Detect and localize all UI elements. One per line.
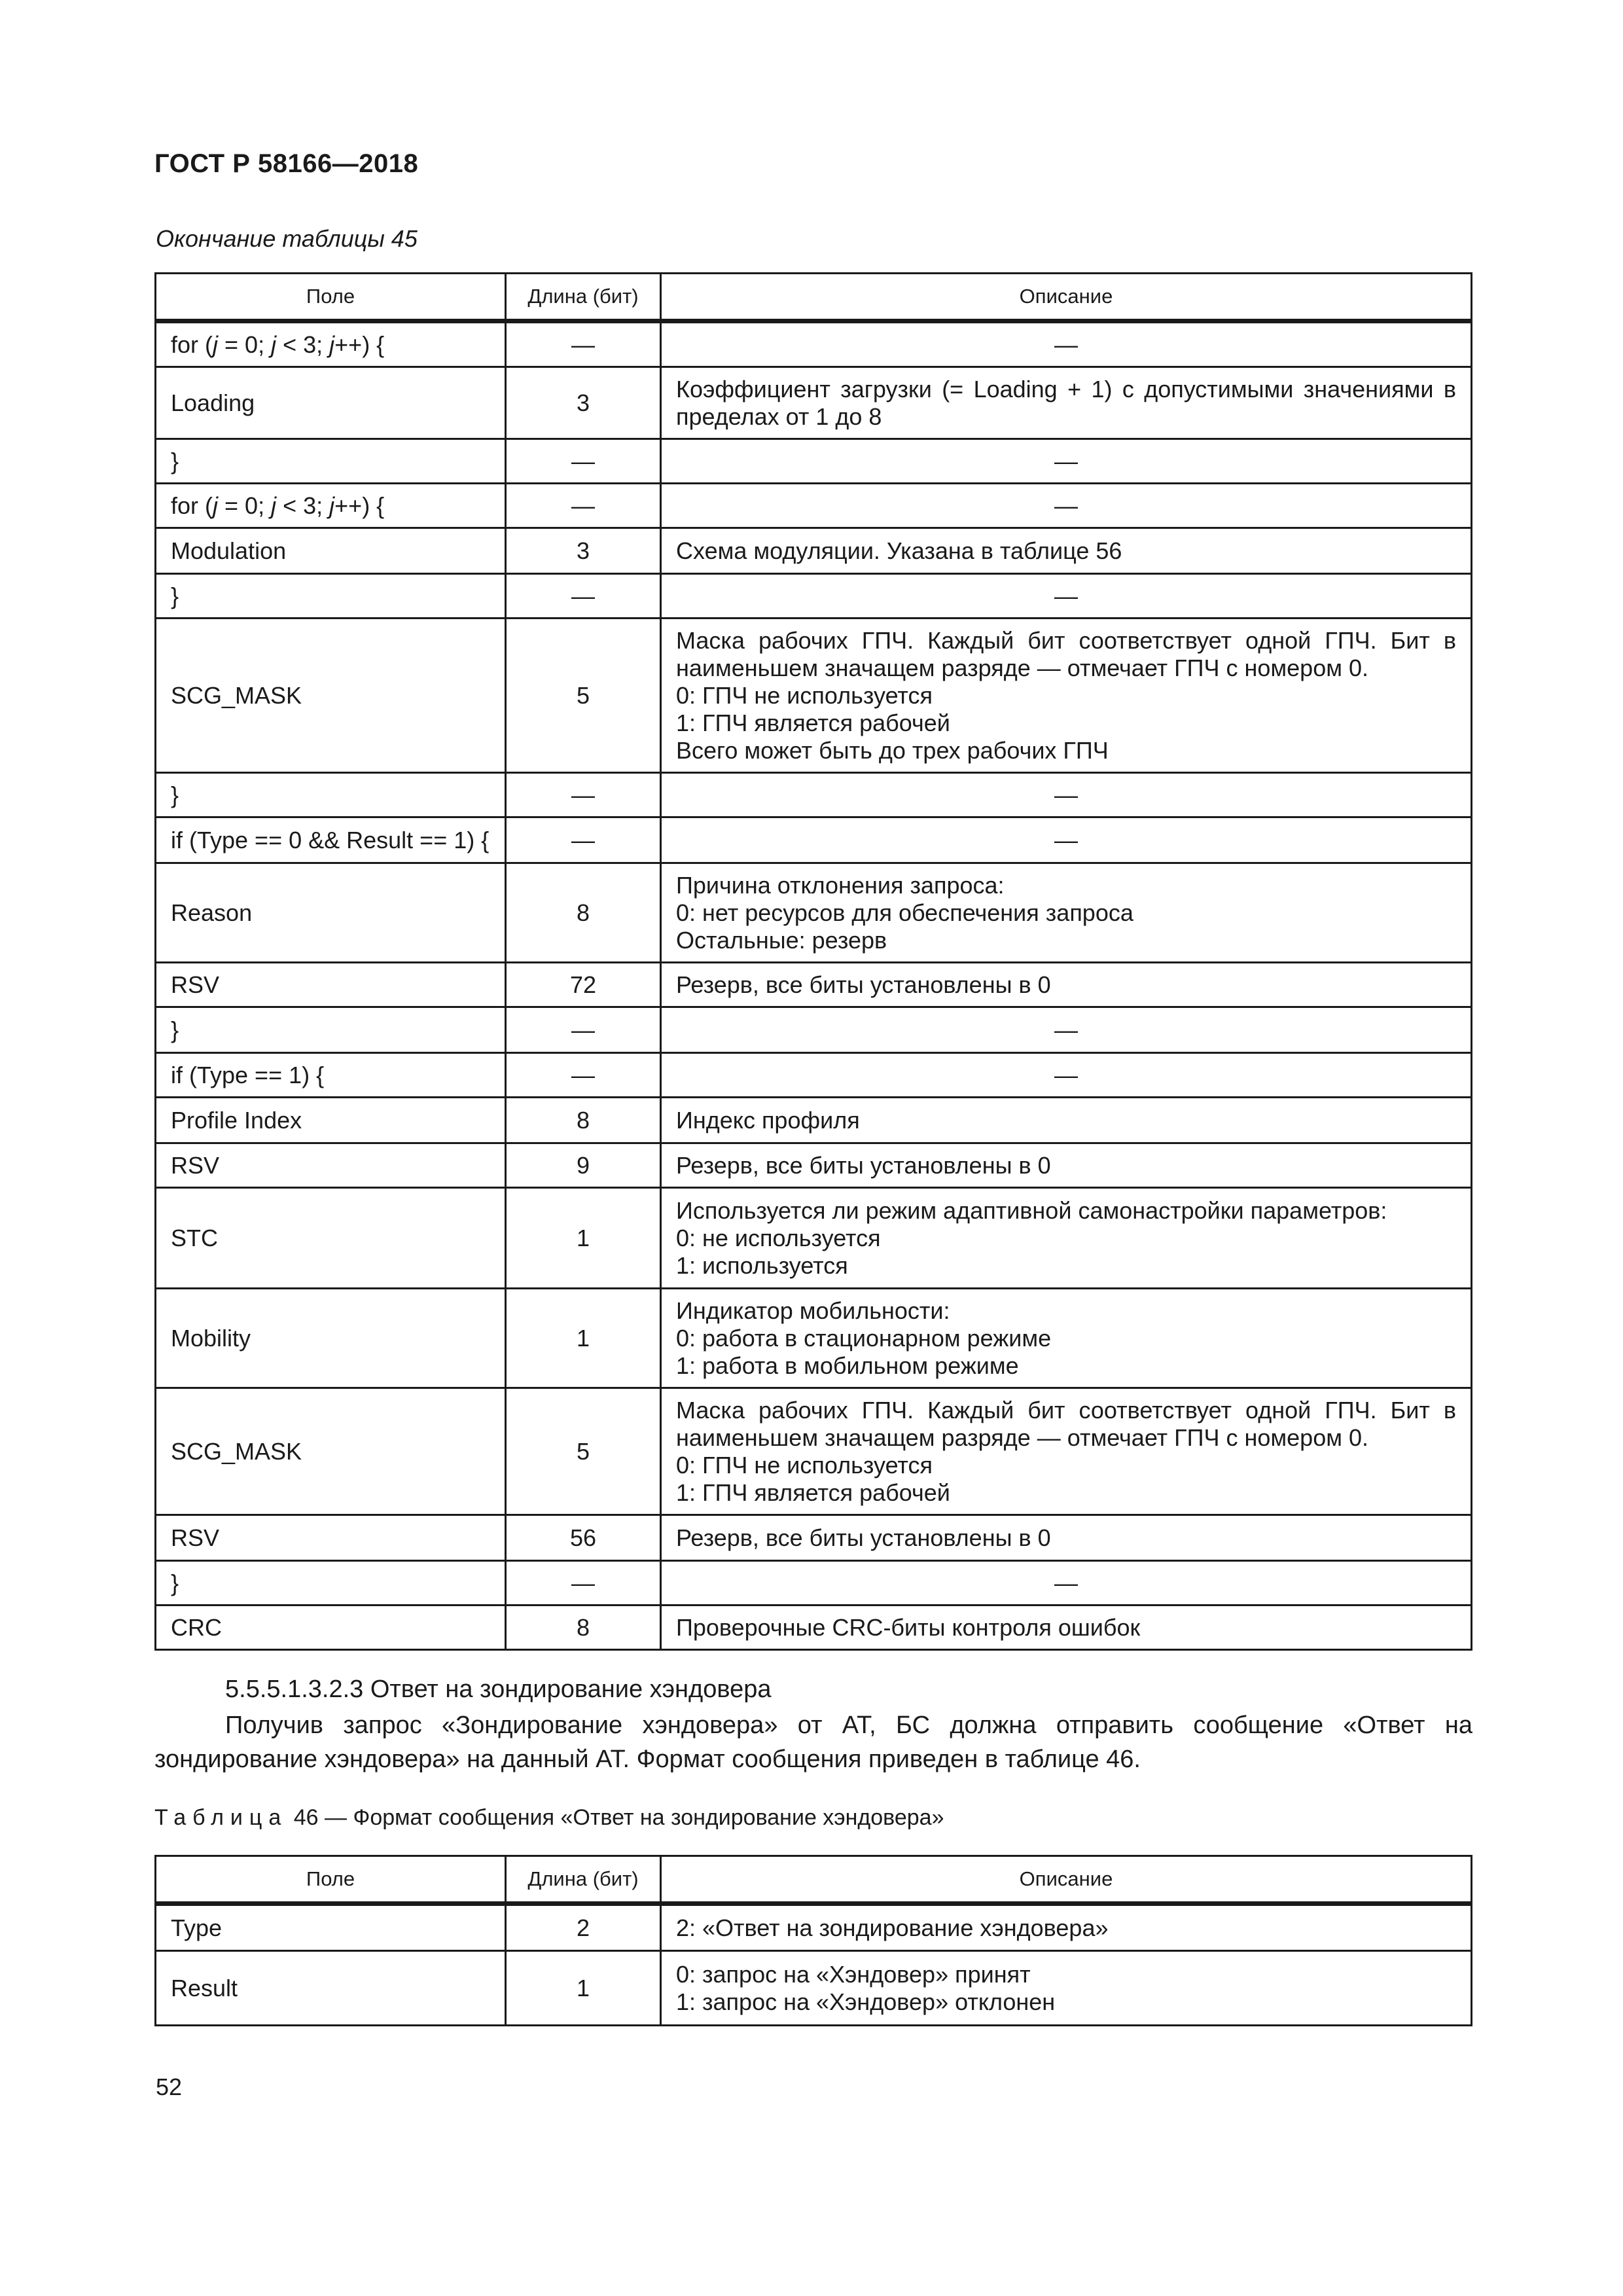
description-line: —	[1054, 1569, 1078, 1596]
cell-length: 3	[506, 528, 661, 574]
table-row	[156, 1904, 1472, 1951]
table-row	[156, 1007, 1472, 1053]
cell-length: 9	[506, 1143, 661, 1188]
cell-field: RSV	[156, 1515, 506, 1561]
cell-description	[661, 963, 1472, 1007]
cell-description	[661, 1053, 1472, 1098]
description-line: Резерв, все биты установлены в 0	[676, 971, 1051, 998]
cell-field: Modulation	[156, 528, 506, 574]
table-row	[156, 1515, 1472, 1561]
table-row	[156, 574, 1472, 619]
table-row	[156, 863, 1472, 963]
table-row	[156, 1388, 1472, 1515]
table-46	[154, 1855, 1472, 2026]
cell-description	[661, 1098, 1472, 1143]
cell-length: —	[506, 1053, 661, 1098]
cell-field: Mobility	[156, 1289, 506, 1388]
cell-description	[661, 321, 1472, 367]
description-line: Резерв, все биты установлены в 0	[676, 1151, 1051, 1179]
cell-description	[661, 367, 1472, 439]
column-header-field: Поле	[156, 274, 506, 321]
document-header: ГОСТ Р 58166—2018	[154, 149, 419, 178]
table-row	[156, 619, 1472, 773]
cell-description	[661, 1388, 1472, 1515]
cell-description	[661, 1143, 1472, 1188]
cell-description	[661, 863, 1472, 963]
cell-description	[661, 619, 1472, 773]
cell-description	[661, 574, 1472, 619]
table-45-caption: Окончание таблицы 45	[156, 225, 418, 252]
table-row	[156, 528, 1472, 574]
paragraph-line-2: зондирование хэндовера» на данный АТ. Формат сообщения приведен в таблице 46.	[154, 1746, 1141, 1773]
description-line: 1: ГПЧ является рабочей	[676, 709, 950, 736]
cell-description	[661, 1289, 1472, 1388]
table-row	[156, 817, 1472, 863]
column-header-length: Длина (бит)	[506, 1856, 661, 1904]
cell-length: 1	[506, 1188, 661, 1289]
description-line: 1: работа в мобильном режиме	[676, 1352, 1019, 1379]
cell-field: for (j = 0; j < 3; j++) {	[156, 484, 506, 528]
description-line: Причина отклонения запроса:	[676, 871, 1005, 899]
table-row	[156, 1053, 1472, 1098]
cell-field: Result	[156, 1951, 506, 2026]
cell-length: 8	[506, 1098, 661, 1143]
section-paragraph	[154, 1708, 1472, 1776]
description-line: наименьшем значащем разряде — отмечает ГПЧ с номером 0.	[676, 1424, 1368, 1451]
cell-field: SCG_MASK	[156, 1388, 506, 1515]
cell-field: }	[156, 1007, 506, 1053]
description-line: Всего может быть до трех рабочих ГПЧ	[676, 736, 1109, 764]
cell-length: 5	[506, 1388, 661, 1515]
section-title: 5.5.5.1.3.2.3 Ответ на зондирование хэндовера	[225, 1676, 772, 1703]
description-line: —	[1054, 826, 1078, 853]
cell-length: —	[506, 817, 661, 863]
description-line: Используется ли режим адаптивной самонастройки параметров:	[676, 1196, 1387, 1224]
description-line: пределах от 1 до 8	[676, 403, 882, 430]
description-line: Схема модуляции. Указана в таблице 56	[676, 537, 1122, 564]
description-line: Маска рабочих ГПЧ. Каждый бит соответствует одной ГПЧ. Бит в	[676, 1396, 1456, 1424]
cell-description	[661, 439, 1472, 484]
description-line: Маска рабочих ГПЧ. Каждый бит соответствует одной ГПЧ. Бит в	[676, 626, 1456, 654]
description-line: —	[1054, 331, 1078, 358]
table-row	[156, 1188, 1472, 1289]
cell-description	[661, 528, 1472, 574]
table-46-caption	[154, 1805, 944, 1831]
cell-description	[661, 484, 1472, 528]
description-line: —	[1054, 582, 1078, 609]
cell-description	[661, 1515, 1472, 1561]
cell-field: Type	[156, 1904, 506, 1951]
cell-length: —	[506, 439, 661, 484]
cell-description	[661, 1188, 1472, 1289]
cell-length: 8	[506, 863, 661, 963]
cell-field: for (j = 0; j < 3; j++) {	[156, 321, 506, 367]
cell-description	[661, 1951, 1472, 2026]
column-header-description: Описание	[661, 1856, 1472, 1904]
cell-field: if (Type == 0 && Result == 1) {	[156, 817, 506, 863]
description-line: —	[1054, 1016, 1078, 1043]
table-row	[156, 1951, 1472, 2026]
table-row	[156, 773, 1472, 817]
cell-length: 5	[506, 619, 661, 773]
cell-length: —	[506, 574, 661, 619]
table-row	[156, 1289, 1472, 1388]
table-row	[156, 367, 1472, 439]
description-line: 0: запрос на «Хэндовер» принят	[676, 1960, 1031, 1988]
column-header-description: Описание	[661, 274, 1472, 321]
description-line: 0: нет ресурсов для обеспечения запроса	[676, 899, 1133, 926]
cell-length: 3	[506, 367, 661, 439]
cell-length: 8	[506, 1605, 661, 1650]
description-line: 0: не используется	[676, 1224, 881, 1251]
table-row	[156, 484, 1472, 528]
table-45	[154, 272, 1472, 1651]
column-header-field: Поле	[156, 1856, 506, 1904]
description-line: 0: ГПЧ не используется	[676, 681, 933, 709]
table-row	[156, 439, 1472, 484]
cell-length: —	[506, 321, 661, 367]
cell-description	[661, 1904, 1472, 1951]
table-row	[156, 963, 1472, 1007]
cell-field: Profile Index	[156, 1098, 506, 1143]
table-header-row	[156, 1856, 1472, 1904]
description-line: 1: используется	[676, 1251, 848, 1279]
table-row	[156, 321, 1472, 367]
description-line: Коэффициент загрузки (= Loading + 1) с допустимыми значениями в	[676, 375, 1456, 403]
cell-field: RSV	[156, 963, 506, 1007]
cell-field: }	[156, 1561, 506, 1605]
table-row	[156, 1098, 1472, 1143]
table-row	[156, 1605, 1472, 1650]
page-number: 52	[156, 2073, 183, 2100]
cell-length: 72	[506, 963, 661, 1007]
cell-length: 1	[506, 1289, 661, 1388]
description-line: —	[1054, 492, 1078, 519]
description-line: 1: ГПЧ является рабочей	[676, 1479, 950, 1506]
description-line: Индикатор мобильности:	[676, 1297, 950, 1324]
paragraph-line-1: Получив запрос «Зондирование хэндовера» от АТ, БС должна отправить сообщение «Ответ на	[225, 1712, 1472, 1739]
cell-description	[661, 817, 1472, 863]
description-line: 1: запрос на «Хэндовер» отклонен	[676, 1988, 1056, 2015]
cell-field: CRC	[156, 1605, 506, 1650]
description-line: —	[1054, 1061, 1078, 1088]
cell-field: Reason	[156, 863, 506, 963]
description-line: —	[1054, 781, 1078, 808]
description-line: Индекс профиля	[676, 1106, 860, 1134]
cell-length: —	[506, 484, 661, 528]
cell-description	[661, 1561, 1472, 1605]
cell-field: SCG_MASK	[156, 619, 506, 773]
cell-description	[661, 773, 1472, 817]
table-row	[156, 1561, 1472, 1605]
table-46-caption-text: 46 — Формат сообщения «Ответ на зондирование хэндовера»	[293, 1805, 944, 1830]
cell-field: RSV	[156, 1143, 506, 1188]
cell-description	[661, 1007, 1472, 1053]
description-line: 2: «Ответ на зондирование хэндовера»	[676, 1914, 1109, 1941]
description-line: 0: ГПЧ не используется	[676, 1451, 933, 1479]
description-line: 0: работа в стационарном режиме	[676, 1324, 1052, 1352]
cell-description	[661, 1605, 1472, 1650]
cell-field: }	[156, 439, 506, 484]
cell-field: Loading	[156, 367, 506, 439]
description-line: Резерв, все биты установлены в 0	[676, 1524, 1051, 1551]
table-46-caption-label: Таблица	[154, 1805, 288, 1830]
description-line: —	[1054, 447, 1078, 475]
cell-length: —	[506, 773, 661, 817]
cell-field: }	[156, 574, 506, 619]
description-line: Остальные: резерв	[676, 926, 887, 954]
description-line: наименьшем значащем разряде — отмечает ГПЧ с номером 0.	[676, 654, 1368, 681]
cell-field: }	[156, 773, 506, 817]
cell-length: 56	[506, 1515, 661, 1561]
table-row	[156, 1143, 1472, 1188]
cell-field: if (Type == 1) {	[156, 1053, 506, 1098]
cell-length: —	[506, 1561, 661, 1605]
cell-length: —	[506, 1007, 661, 1053]
cell-field: STC	[156, 1188, 506, 1289]
description-line: Проверочные CRC-биты контроля ошибок	[676, 1613, 1141, 1641]
column-header-length: Длина (бит)	[506, 274, 661, 321]
table-header-row	[156, 274, 1472, 321]
cell-length: 2	[506, 1904, 661, 1951]
cell-length: 1	[506, 1951, 661, 2026]
